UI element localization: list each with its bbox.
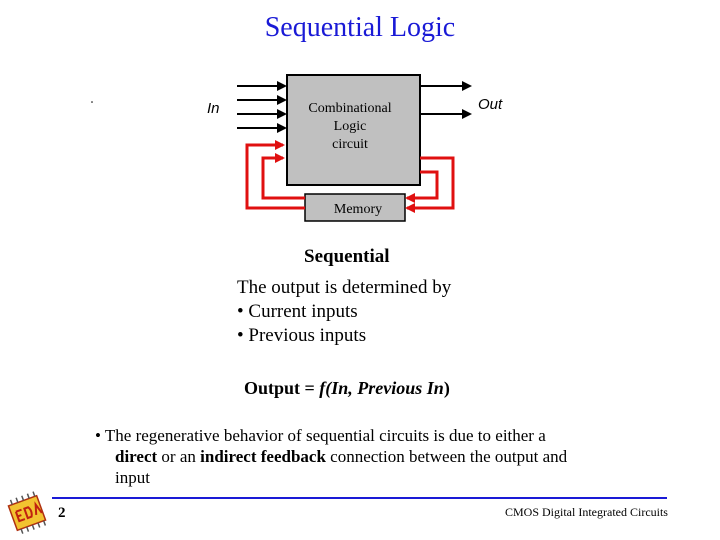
combinational-box-label	[290, 100, 410, 154]
bullet-last: input	[115, 468, 150, 487]
page-title: Sequential Logic	[264, 12, 456, 43]
box-line: Logic	[333, 119, 367, 134]
formula-suffix: )	[443, 378, 450, 398]
formula-args: (In, Previous In	[325, 378, 444, 398]
bullet-mid: or an	[157, 447, 201, 466]
output-formula	[244, 378, 450, 399]
course-title: CMOS Digital Integrated Circuits	[505, 505, 668, 519]
description-line: • Current inputs	[237, 301, 358, 322]
input-label: In	[207, 100, 220, 117]
box-line: circuit	[332, 137, 368, 152]
bullet-tail: connection between the output and	[325, 447, 568, 466]
formula-func: f	[319, 378, 326, 398]
output-label: Out	[478, 96, 503, 113]
memory-label: Memory	[333, 202, 383, 217]
sequential-heading: Sequential	[304, 246, 390, 267]
bullet-lead: • The regenerative behavior of sequential circuits is due to either a	[95, 426, 546, 445]
dot-mark	[91, 101, 93, 103]
feedback-bullet	[95, 425, 665, 488]
bullet-indirect: indirect feedback	[200, 447, 326, 466]
page-number: 2	[58, 505, 66, 521]
footer-divider	[52, 497, 667, 499]
description-line: • Previous inputs	[237, 325, 367, 346]
bullet-direct: direct	[115, 447, 158, 466]
box-line: Combinational	[308, 101, 392, 116]
chip-logo-icon	[2, 488, 52, 538]
description-line: The output is determined by	[237, 277, 452, 298]
sequential-description	[237, 276, 451, 348]
formula-prefix: Output =	[244, 378, 320, 398]
